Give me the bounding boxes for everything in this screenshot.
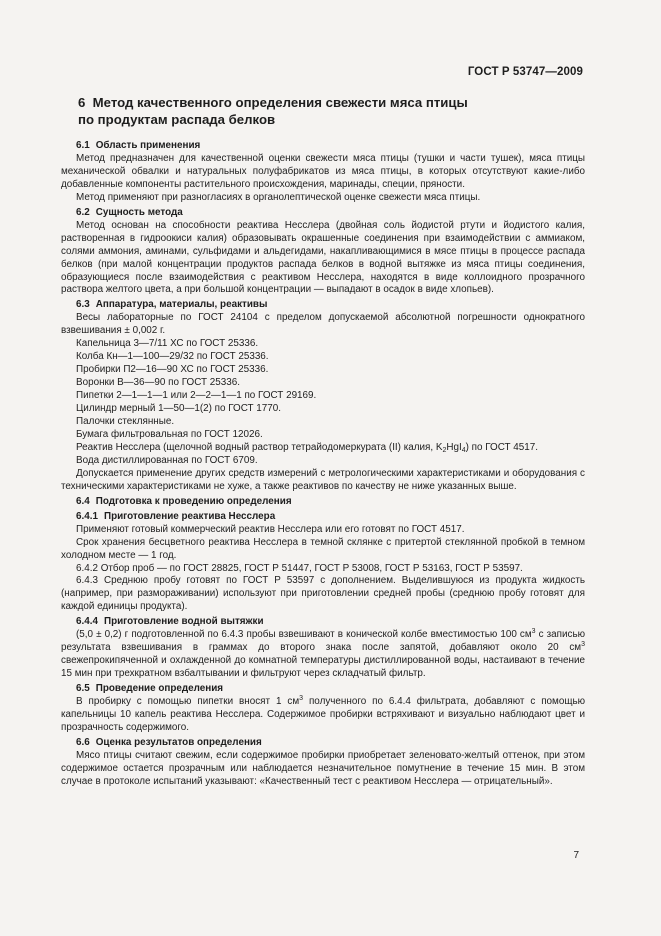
equipment-item: Палочки стеклянные.: [76, 416, 175, 428]
equipment-item: Весы лабораторные по ГОСТ 24104 с пределом допускаемой абсолютной погрешности однократного взвешивания ± 0,002 г.: [61, 312, 585, 337]
paragraph-6-6: Мясо птицы считают свежим, если содержимое пробирки приобретает зеленовато-желтый оттенок, при этом содержимое остается прозрачным или наблюдается незначительное помутнение в течение 15 мин. В этом случае в протоколе испытаний указывают: «Качественный тест с реактивом Несслера — отрицательный».: [61, 749, 585, 787]
equipment-item: Капельница 3—7/11 ХС по ГОСТ 25336.: [76, 338, 259, 350]
paragraph-6-4-1-a: Применяют готовый коммерческий реактив Несслера или его готовят по ГОСТ 4517.: [76, 523, 465, 535]
equipment-item: Цилиндр мерный 1—50—1(2) по ГОСТ 1770.: [76, 403, 282, 415]
page-number: 7: [573, 850, 579, 861]
heading-6-3: 6.3 Аппаратура, материалы, реактивы: [76, 299, 268, 311]
paragraph-6-1-use: Метод применяют при разногласиях в органолептической оценке свежести мяса птицы.: [76, 191, 481, 203]
paragraph-6-1-purpose: Метод предназначен для качественной оценки свежести мяса птицы (тушки и части тушек), мяса птицы механической обвалки и натуральных полуфабрикатов из мяса птицы, в которых отсутствуют какие-либо добавленные компоненты растительного происхождения, маринады, специи, пряности.: [61, 152, 585, 190]
document-body: [61, 138, 585, 789]
heading-6-1: 6.1 Область применения: [76, 140, 201, 151]
standard-code-header: ГОСТ Р 53747—2009: [467, 66, 583, 78]
paragraph-6-4-3: 6.4.3 Среднюю пробу готовят по ГОСТ Р 53597 с дополнением. Выделившуюся из продукта жидкость (например, при размораживании) используют при приготовлении средней пробы (среднюю пробу готовят для каждой единицы продукта).: [61, 575, 585, 613]
equipment-item: Пробирки П2—16—90 ХС по ГОСТ 25336.: [76, 364, 269, 376]
heading-6-6: 6.6 Оценка результатов определения: [76, 736, 262, 748]
heading-6-4: 6.4 Подготовка к проведению определения: [76, 495, 292, 507]
paragraph-6-3-allowance: Допускается применение других средств измерений с метрологическими характеристиками и оборудования с техническими характеристиками не хуже, а также реактивов по качеству не ниже указанных выше.: [61, 467, 585, 492]
heading-6-2: 6.2 Сущность метода: [76, 206, 183, 218]
equipment-item: Воронки В—36—90 по ГОСТ 25336.: [76, 377, 240, 389]
section-6-title-line1: 6 Метод качественного определения свежести мяса птицы: [78, 95, 468, 110]
heading-6-4-4: 6.4.4 Приготовление водной вытяжки: [76, 616, 264, 628]
heading-6-4-1: 6.4.1 Приготовление реактива Несслера: [76, 510, 276, 522]
heading-6-5: 6.5 Проведение определения: [76, 683, 224, 695]
paragraph-6-4-2: 6.4.2 Отбор проб — по ГОСТ 28825, ГОСТ Р 51447, ГОСТ Р 53008, ГОСТ Р 53163, ГОСТ Р 53597.: [76, 562, 523, 574]
equipment-item: Колба Кн—1—100—29/32 по ГОСТ 25336.: [76, 351, 269, 363]
equipment-item: Бумага фильтровальная по ГОСТ 12026.: [76, 428, 263, 440]
equipment-item: Пипетки 2—1—1—1 или 2—2—1—1 по ГОСТ 29169.: [76, 390, 317, 402]
equipment-item-nessler-reagent: Реактив Несслера (щелочной водный раствор тетрайодомеркурата (II) калия, $K_2HgI_4$) по ГОСТ 4517.: [76, 441, 539, 454]
paragraph-6-4-1-b: Срок хранения бесцветного реактива Несслера в темной склянке с притертой стеклянной пробкой в темном холодном месте — 1 год.: [61, 536, 585, 561]
section-6-title: [78, 94, 598, 128]
equipment-item: Вода дистиллированная по ГОСТ 6709.: [76, 454, 258, 466]
section-6-title-line2: по продуктам распада белков: [78, 112, 276, 127]
paragraph-6-4-4: (5,0 ± 0,2) г подготовленной по 6.4.3 пробы взвешивают в конической колбе вместимостью 100 $см^3$ с записью результата взвешивания в граммах до второго знака после запятой, добавляют около 20 $см^3$ свежепрокипяченной и охлажденной до комнатной температуры дистиллированной воды, настаивают в течение 15 мин при трехкратном взбалтывании и фильтруют через складчатый фильтр.: [61, 628, 585, 680]
paragraph-6-5: В пробирку с помощью пипетки вносят 1 $см^3$ полученного по 6.4.4 фильтрата, добавляют с помощью капельницы 10 капель реактива Несслера. Содержимое пробирки встряхивают и визуально наблюдают цвет и прозрачность содержимого.: [61, 695, 586, 733]
paragraph-6-2-principle: Метод основан на способности реактива Несслера (двойная соль йодистой ртути и йодистого калия, растворенная в гидроокиси калия) образовывать окрашенные соединения при взаимодействии с аммиаком, солями аммония, аминами, сульфидами и альдегидами, накапливающимися в мясе птицы в процессе распада белков (при малой концентрации продуктов распада белков в водной вытяжке из мяса птицы соединения, образующиеся после взаимодействия с реактивом Несслера, находятся в виде коллоидного прозрачного раствора желтого цвета, а при большой концентрации — выпадают в осадок в виде хлопьев).: [61, 219, 585, 296]
